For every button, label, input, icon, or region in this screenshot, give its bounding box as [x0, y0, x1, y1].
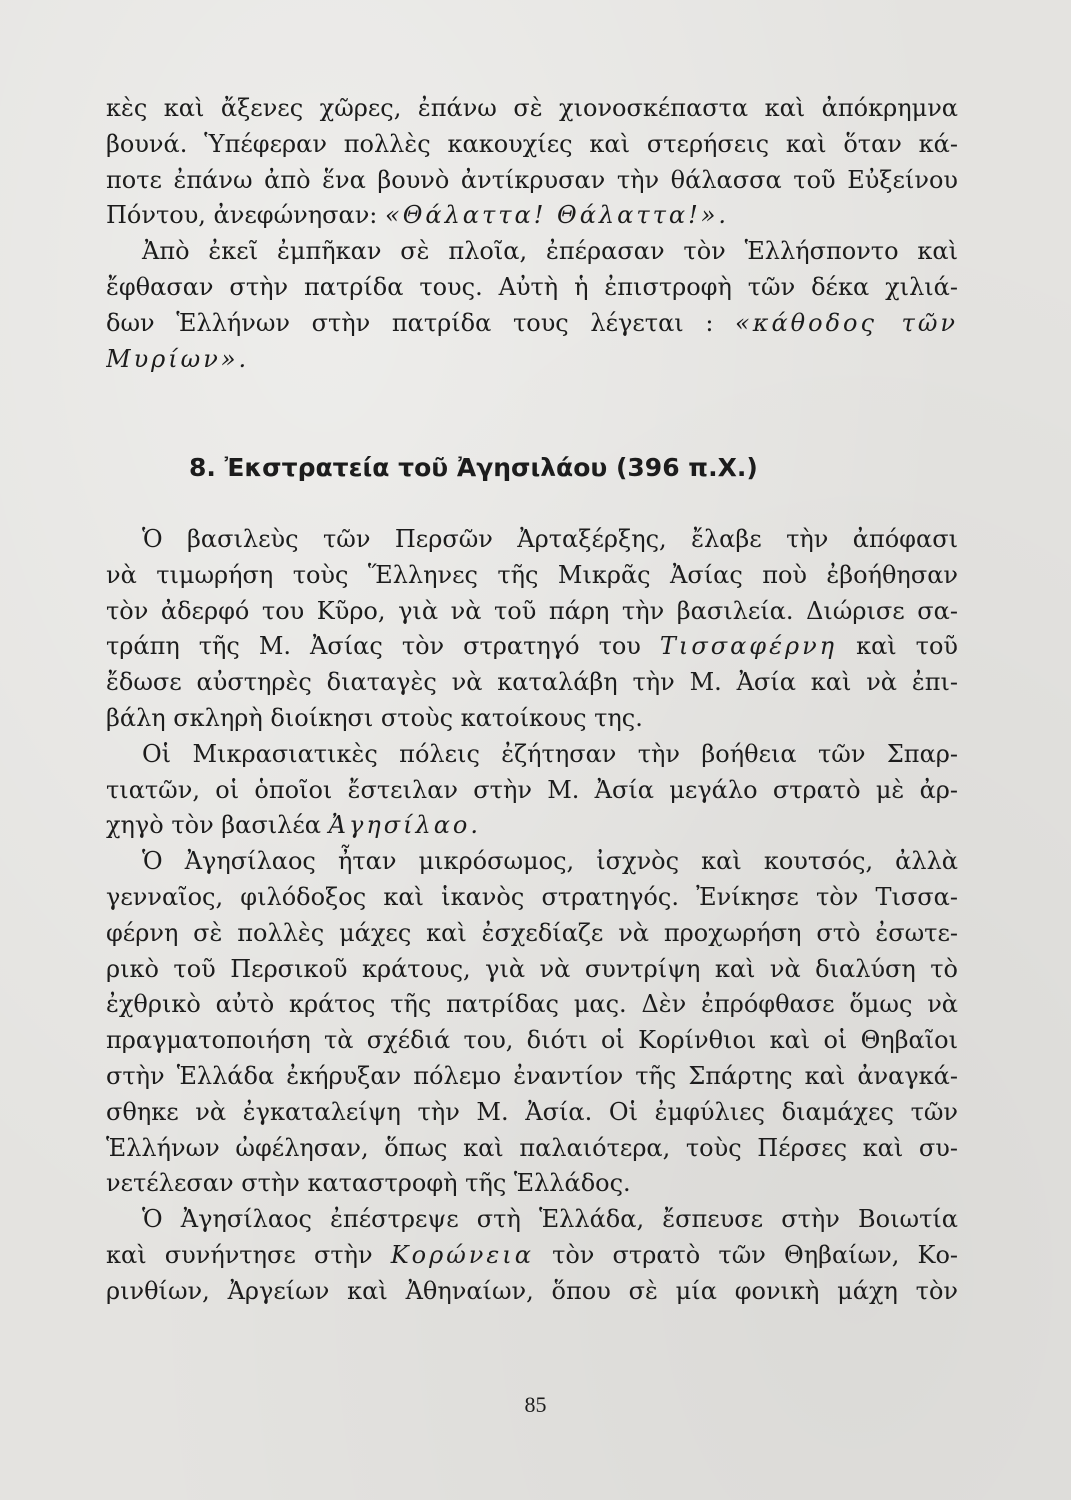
text-line	[106, 342, 958, 378]
section-heading: 8. Ἐκστρατεία τοῦ Ἀγησιλάου (396 π.Χ.)	[189, 453, 758, 482]
text-line: φέρνη σὲ πολλὲς μάχες καὶ ἐσχεδίαζε νὰ προχωρήση στὸ ἐσωτε-	[106, 918, 958, 947]
text-line: στὴν Ἑλλάδα ἐκήρυξαν πόλεμο ἐναντίον τῆς Σπάρτης καὶ ἀναγκά-	[106, 1061, 958, 1090]
text-line: ποτε ἐπάνω ἀπὸ ἕνα βουνὸ ἀντίκρυσαν τὴν θάλασσα τοῦ Εὐξείνου	[106, 165, 958, 194]
text-line: βουνά. Ὑπέφεραν πολλὲς κακουχίες καὶ στερήσεις καὶ ὅταν κά-	[106, 129, 958, 158]
text-segment: τὸν στρατὸ τῶν Θηβαίων, Κο-	[533, 1240, 958, 1269]
text-segment: χηγὸ τὸν βασιλέα	[106, 811, 329, 840]
text-line: σθηκε νὰ ἐγκαταλείψη τὴν Μ. Ἀσία. Οἱ ἐμφύλιες διαμάχες τῶν	[106, 1097, 958, 1126]
text-block-main	[106, 522, 958, 1310]
text-line	[106, 198, 958, 234]
text-segment: δων Ἑλλήνων στὴν πατρίδα τους λέγεται :	[106, 308, 736, 337]
emphasized-text: Τισσαφέρνη	[659, 632, 838, 661]
text-line: τιατῶν, οἱ ὁποῖοι ἔστειλαν στὴν Μ. Ἀσία μεγάλο στρατὸ μὲ ἀρ-	[106, 775, 958, 804]
text-line	[106, 808, 958, 844]
text-segment: καὶ τοῦ	[837, 632, 958, 661]
text-segment: Πόντου, ἀνεφώνησαν:	[106, 201, 386, 230]
text-line: ἐχθρικὸ αὐτὸ κράτος τῆς πατρίδας μας. Δὲν ἐπρόφθασε ὅμως νὰ	[106, 990, 958, 1019]
emphasized-text: Μυρίων».	[106, 344, 250, 373]
text-line: νετέλεσαν στὴν καταστροφὴ τῆς Ἑλλάδος.	[106, 1169, 631, 1198]
text-line: πραγματοποιήση τὰ σχέδιά του, διότι οἱ Κορίνθιοι καὶ οἱ Θηβαῖοι	[106, 1026, 958, 1055]
text-line: τὸν ἀδερφό του Κῦρο, γιὰ νὰ τοῦ πάρη τὴν βασιλεία. Διώρισε σα-	[106, 596, 958, 625]
text-line	[106, 1238, 958, 1274]
text-segment: τράπη τῆς Μ. Ἀσίας τὸν στρατηγό του	[106, 632, 660, 661]
text-line: Ὁ Ἀγησίλαος ἐπέστρεψε στὴ Ἑλλάδα, ἔσπευσε στὴν Βοιωτία	[142, 1205, 958, 1234]
text-line: ἔδωσε αὐστηρὲς διαταγὲς νὰ καταλάβη τὴν Μ. Ἀσία καὶ νὰ ἐπι-	[106, 668, 958, 697]
text-segment: καὶ συνήντησε στὴν	[106, 1240, 391, 1269]
text-line: Ὁ βασιλεὺς τῶν Περσῶν Ἀρταξέρξης, ἔλαβε τὴν ἀπόφασι	[142, 525, 958, 553]
text-line: Ἑλλήνων ὠφέλησαν, ὅπως καὶ παλαιότερα, τοὺς Πέρσες καὶ συ-	[106, 1133, 958, 1162]
text-block-top	[106, 91, 958, 377]
page-number: 85	[524, 1392, 547, 1417]
text-line: ρικὸ τοῦ Περσικοῦ κράτους, γιὰ νὰ συντρίψη καὶ νὰ διαλύση τὸ	[106, 954, 958, 983]
text-line: βάλη σκληρὴ διοίκησι στοὺς κατοίκους της.	[106, 703, 643, 732]
emphasized-text: Κορώνεια	[390, 1240, 534, 1269]
emphasized-text: Ἀγησίλαο.	[328, 811, 481, 840]
text-line	[106, 306, 958, 342]
text-line	[106, 629, 958, 665]
text-line: Ὁ Ἀγησίλαος ἦταν μικρόσωμος, ἰσχνὸς καὶ κουτσός, ἀλλὰ	[142, 847, 958, 876]
emphasized-text: «κάθοδος τῶν	[735, 308, 958, 337]
text-line: Οἱ Μικρασιατικὲς πόλεις ἐζήτησαν τὴν βοήθεια τῶν Σπαρ-	[142, 739, 958, 768]
emphasized-text: «Θάλαττα! Θάλαττα!».	[385, 201, 730, 230]
text-line: ρινθίων, Ἀργείων καὶ Ἀθηναίων, ὅπου σὲ μία φονικὴ μάχη τὸν	[106, 1276, 958, 1305]
text-line: Ἀπὸ ἐκεῖ ἐμπῆκαν σὲ πλοῖα, ἐπέρασαν τὸν Ἑλλήσποντο καὶ	[142, 237, 958, 266]
text-line: νὰ τιμωρήση τοὺς Ἕλληνες τῆς Μικρᾶς Ἀσίας ποὺ ἐβοήθησαν	[106, 560, 958, 589]
text-line: γενναῖος, φιλόδοξος καὶ ἱκανὸς στρατηγός. Ἐνίκησε τὸν Τισσα-	[106, 882, 958, 911]
text-line: ἔφθασαν στὴν πατρίδα τους. Αὐτὴ ἡ ἐπιστροφὴ τῶν δέκα χιλιά-	[106, 272, 958, 301]
text-line: κὲς καὶ ἄξενες χῶρες, ἐπάνω σὲ χιονοσκέπαστα καὶ ἀπόκρημνα	[106, 94, 958, 122]
